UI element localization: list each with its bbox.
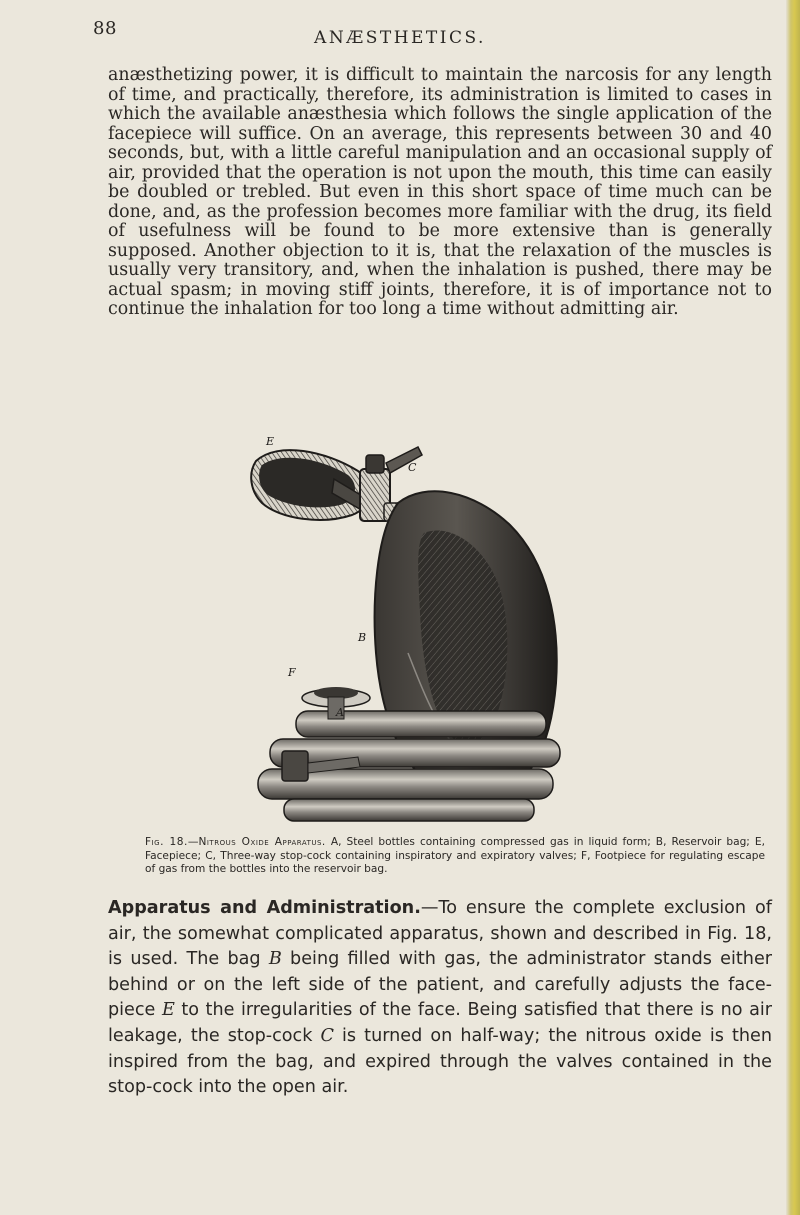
caption-dash: — [187, 836, 199, 848]
page-edge [786, 0, 800, 1215]
section-letter-b: B [268, 949, 282, 970]
section-letter-c: C [320, 1025, 334, 1046]
label-e: E [266, 435, 275, 448]
apparatus-figure [248, 433, 568, 828]
caption-label: Fig. 18. [145, 836, 188, 848]
running-head: ANÆSTHETICS. [314, 28, 486, 48]
caption-text: A, Steel bottles containing compressed gas in liquid form; B, Reservoir bag; E, Facepiece; C, Three-way stop-cock containing inspiratory and expiratory valves; F, Footpiece for regulating escape of gas from the bottles into the reservoir bag. [145, 836, 765, 875]
section-text-2: being filled with gas, the administrator stands either behind or on the left side of the patient, and carefully adjusts the face-piece [108, 949, 772, 1021]
section-apparatus [108, 896, 772, 1101]
caption-title: Nitrous Oxide Apparatus. [198, 836, 326, 848]
label-a: A [336, 706, 344, 719]
label-b: B [358, 631, 367, 644]
section-letter-e: E [161, 1000, 175, 1021]
section-text-4: is turned on half-way; the nitrous oxide is then inspired from the bag, and expired through the valves contained in the stop-cock into the open air. [108, 1025, 772, 1098]
section-text-1: —To ensure the complete exclusion of air, the somewhat complicated apparatus, shown and described in Fig. 18, is used. The bag [108, 898, 772, 970]
label-c: C [408, 461, 417, 474]
apparatus-illustration [248, 433, 568, 828]
section-text-3: to the irregularities of the face. Being satisfied that there is no air leakage, the stop-cock [108, 1000, 772, 1046]
section-heading: Apparatus and Administration. [108, 898, 421, 918]
label-f: F [288, 666, 296, 679]
body-paragraph: anæsthetizing power, it is difficult to maintain the narcosis for any length of time, and practically, therefore, its administration is limited to cases in which the available anæsthesia which follows the single application of the facepiece will suffice. On an average, this represents between 30 and 40 seconds, but, with a little careful manipulation and an occasional supply of air, provided that the operation is not upon the mouth, this time can easily be doubled or trebled. But even in this short space of time much can be done, and, as the profession becomes more familiar with the drug, its field of usefulness will be found to be more extensive than is generally supposed. Another objection to it is, that the relaxation of the muscles is usually very transitory, and, when the inhalation is pushed, there may be actual spasm; in moving stiff joints, therefore, it is of importance not to continue the inhalation for too long a time without admitting air. [108, 65, 772, 319]
page-number: 88 [93, 18, 117, 39]
figure-caption [145, 836, 765, 877]
facepiece [251, 450, 374, 520]
